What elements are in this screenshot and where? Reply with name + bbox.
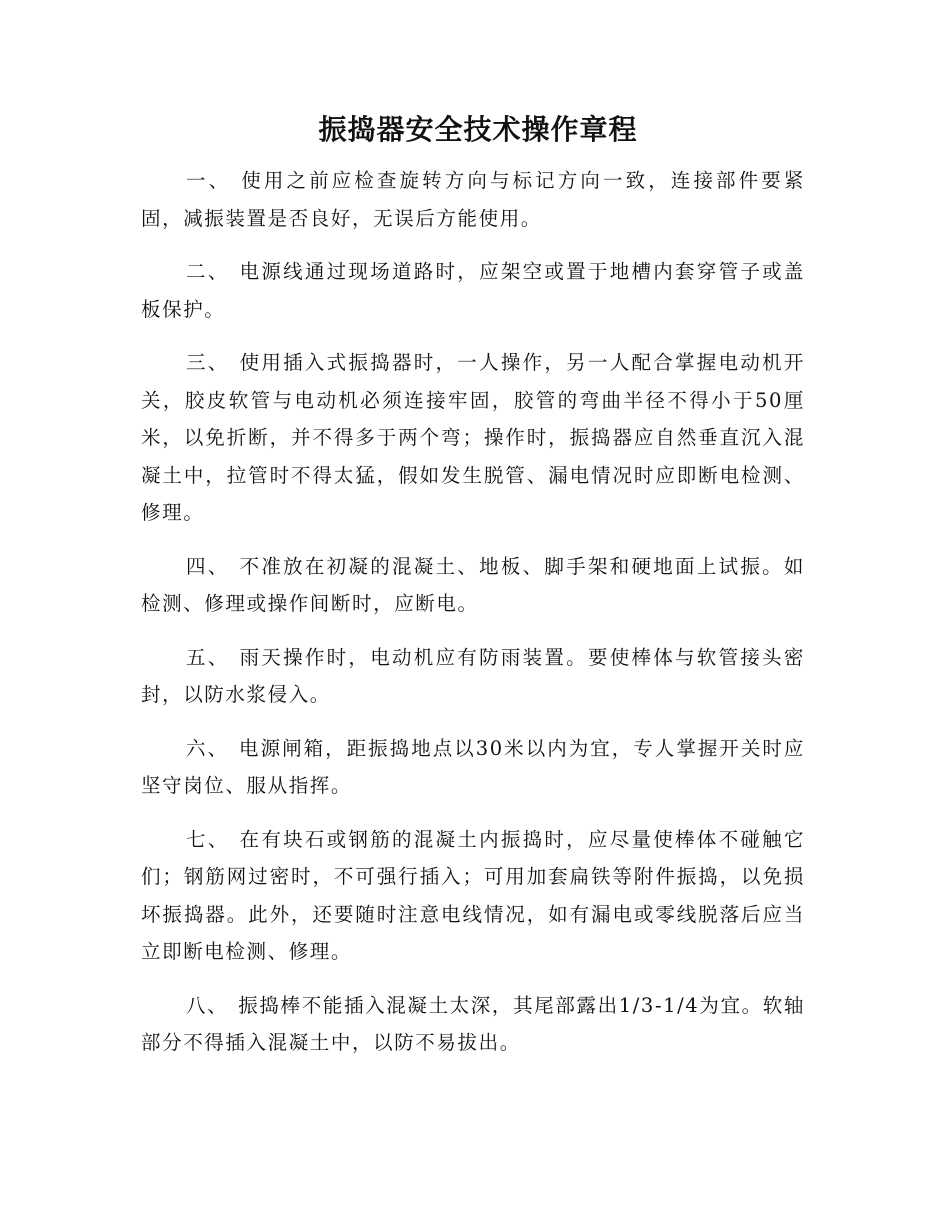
clause-number: 七、 <box>186 827 230 851</box>
clause-text: 在有块石或钢筋的混凝土内振捣时，应尽量使棒体不碰触它们；钢筋网过密时，不可强行插入；可用加套扁铁等附件振捣，以免损坏振捣器。此外，还要随时注意电线情况，如有漏电或零线脱落后应当立即断电检测、修理。 <box>141 827 806 963</box>
clause-number: 六、 <box>186 736 230 760</box>
clause-text: 电源闸箱，距振捣地点以30米以内为宜，专人掌握开关时应坚守岗位、服从指挥。 <box>141 736 806 797</box>
clause-4 <box>141 548 805 623</box>
clause-6 <box>141 730 805 805</box>
clause-text: 雨天操作时，电动机应有防雨装置。要使棒体与软管接头密封，以防水浆侵入。 <box>141 645 806 706</box>
clause-5 <box>141 639 805 714</box>
clause-number: 八、 <box>186 993 229 1017</box>
clause-text: 使用插入式振捣器时，一人操作，另一人配合掌握电动机开关，胶皮软管与电动机必须连接牢固，胶管的弯曲半径不得小于50厘米，以免折断，并不得多于两个弯；操作时，振捣器应自然垂直沉入混凝土中，拉管时不得太猛，假如发生脱管、漏电情况时应即断电检测、修理。 <box>141 351 806 524</box>
clause-number: 四、 <box>186 554 230 578</box>
clause-number: 五、 <box>186 645 230 669</box>
clause-text: 电源线通过现场道路时，应架空或置于地槽内套穿管子或盖板保护。 <box>141 260 806 321</box>
clause-text: 不准放在初凝的混凝土、地板、脚手架和硬地面上试振。如检测、修理或操作间断时，应断电。 <box>141 554 806 615</box>
clause-3 <box>141 344 805 532</box>
clause-number: 二、 <box>186 260 230 283</box>
document-title: 振捣器安全技术操作章程 <box>318 113 638 146</box>
clause-7 <box>141 821 805 971</box>
clause-text: 使用之前应检查旋转方向与标记方向一致，连接部件要紧固，减振装置是否良好，无误后方能使用。 <box>141 169 805 230</box>
clause-number: 一、 <box>186 169 232 192</box>
clause-text: 振捣棒不能插入混凝土太深，其尾部露出1/3-1/4为宜。软轴部分不得插入混凝土中，以防不易拔出。 <box>141 993 805 1054</box>
clause-8 <box>141 987 805 1062</box>
clause-number: 三、 <box>186 351 230 374</box>
document-page <box>141 110 805 1078</box>
clause-1 <box>141 162 805 237</box>
clause-2 <box>141 253 805 328</box>
